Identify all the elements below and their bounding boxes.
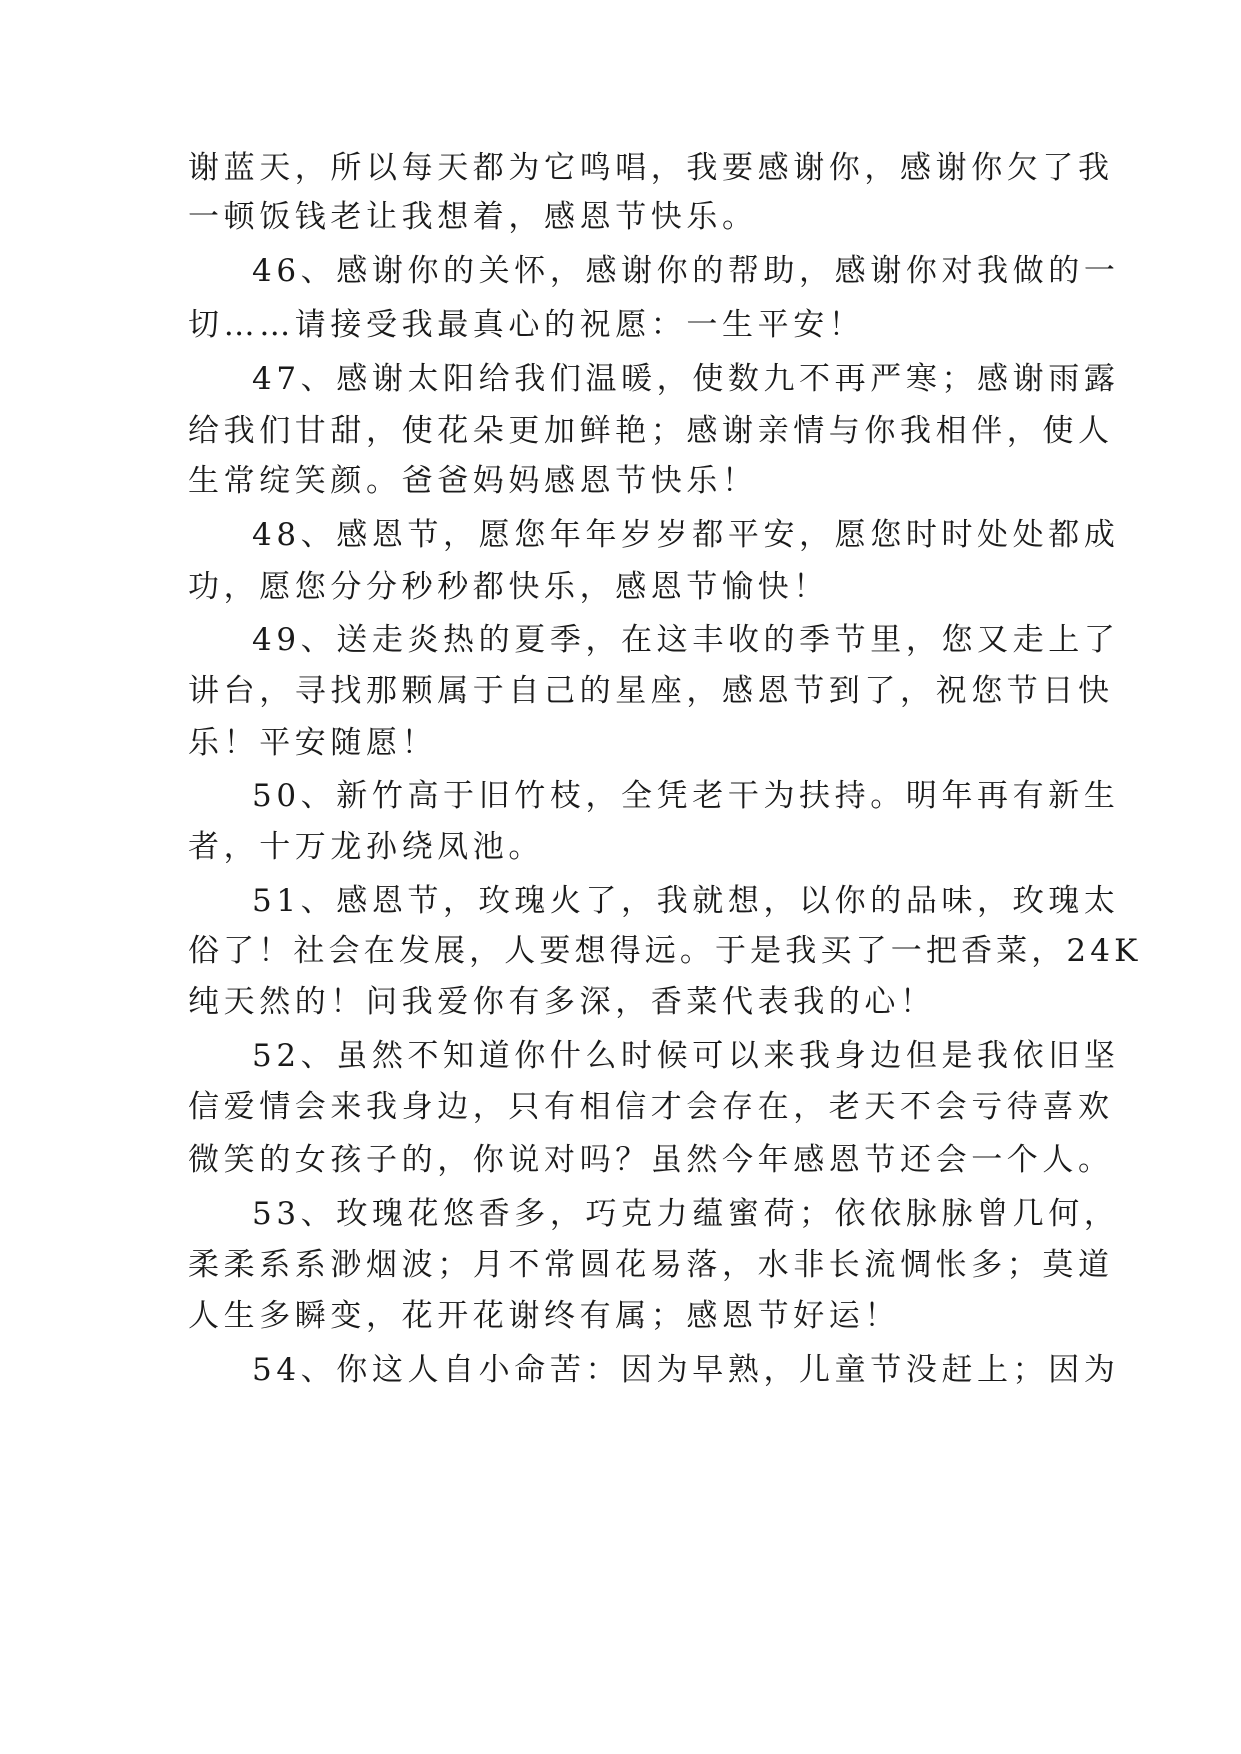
text-line: 人生多瞬变，花开花谢终有属；感恩节好运！ xyxy=(188,1298,900,1334)
paragraph-51-start: 51、感恩节，玫瑰火了，我就想，以你的品味，玫瑰太 xyxy=(252,883,1120,919)
text-line: 生常绽笑颜。爸爸妈妈感恩节快乐！ xyxy=(188,463,758,499)
text-line: 者，十万龙孙绕凤池。 xyxy=(188,829,544,865)
paragraph-46-start: 46、感谢你的关怀，感谢你的帮助，感谢你对我做的一 xyxy=(252,253,1120,289)
paragraph-52-start: 52、虽然不知道你什么时候可以来我身边但是我依旧坚 xyxy=(252,1038,1120,1074)
paragraph-53-start: 53、玫瑰花悠香多，巧克力蕴蜜荷；依依脉脉曾几何， xyxy=(252,1196,1120,1232)
paragraph-54-start: 54、你这人自小命苦：因为早熟，儿童节没赶上；因为 xyxy=(252,1352,1120,1388)
text-line: 纯天然的！问我爱你有多深，香菜代表我的心！ xyxy=(188,984,936,1020)
paragraph-47-start: 47、感谢太阳给我们温暖，使数九不再严寒；感谢雨露 xyxy=(252,361,1120,397)
text-line: 切……请接受我最真心的祝愿：一生平安！ xyxy=(188,307,865,343)
text-line: 功，愿您分分秒秒都快乐，感恩节愉快！ xyxy=(188,569,829,605)
text-line: 乐！平安随愿！ xyxy=(188,725,438,761)
text-line: 一顿饭钱老让我想着，感恩节快乐。 xyxy=(188,199,758,235)
text-line: 讲台，寻找那颗属于自己的星座，感恩节到了，祝您节日快 xyxy=(188,673,1114,709)
text-line: 柔柔系系渺烟波；月不常圆花易落，水非长流惆怅多；莫道 xyxy=(188,1247,1114,1283)
paragraph-50-start: 50、新竹高于旧竹枝，全凭老干为扶持。明年再有新生 xyxy=(252,778,1120,814)
text-line: 微笑的女孩子的，你说对吗？虽然今年感恩节还会一个人。 xyxy=(188,1142,1114,1178)
paragraph-48-start: 48、感恩节，愿您年年岁岁都平安，愿您时时处处都成 xyxy=(252,517,1120,553)
text-line: 谢蓝天，所以每天都为它鸣唱，我要感谢你，感谢你欠了我 xyxy=(188,150,1114,186)
text-line: 俗了！社会在发展，人要想得远。于是我买了一把香菜，24K xyxy=(188,933,1142,969)
text-line: 给我们甘甜，使花朵更加鲜艳；感谢亲情与你我相伴，使人 xyxy=(188,413,1114,449)
text-line: 信爱情会来我身边，只有相信才会存在，老天不会亏待喜欢 xyxy=(188,1089,1114,1125)
paragraph-49-start: 49、送走炎热的夏季，在这丰收的季节里，您又走上了 xyxy=(252,622,1120,658)
